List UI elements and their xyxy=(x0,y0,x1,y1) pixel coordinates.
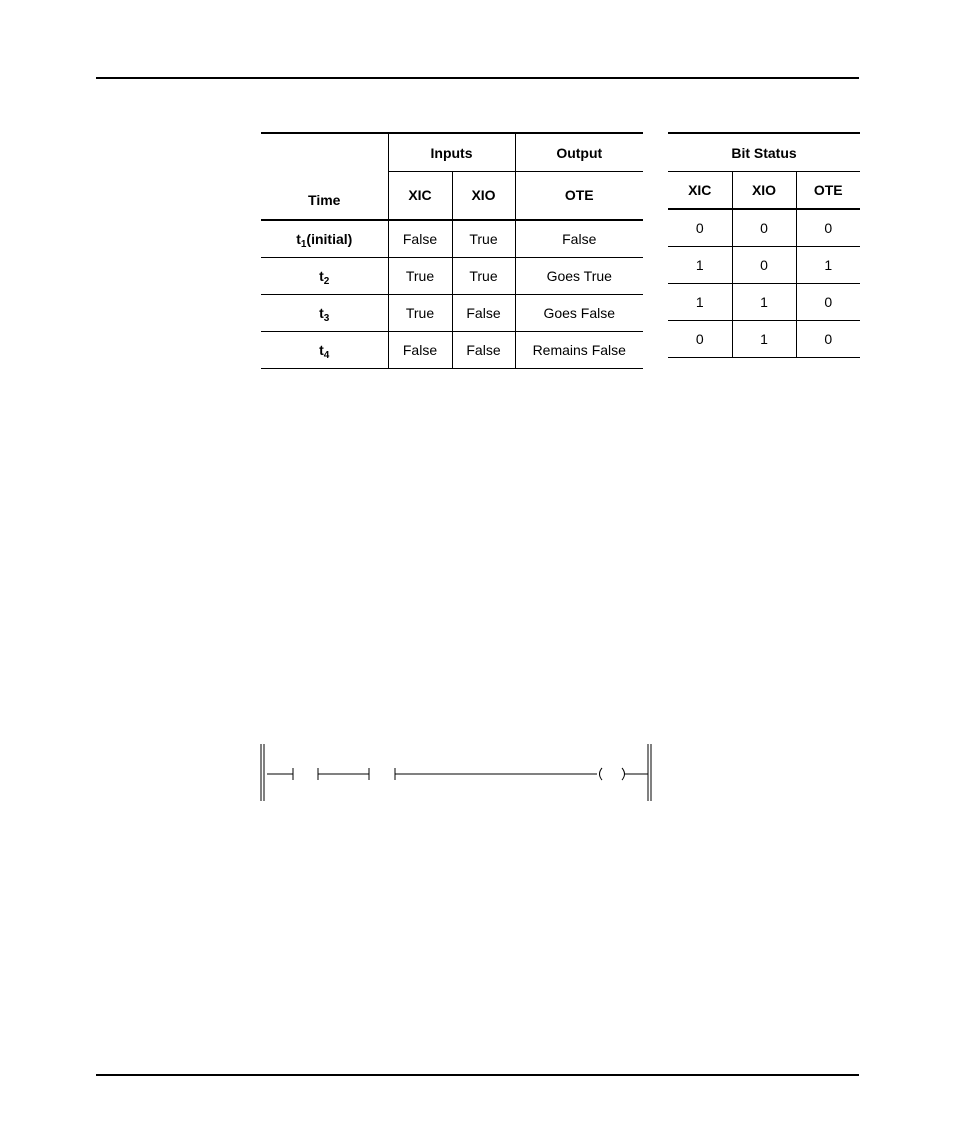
footer-rule xyxy=(96,1074,859,1076)
table-row xyxy=(668,321,860,358)
xic-bit-cell: 0 xyxy=(668,321,732,358)
xio-bit-cell: 1 xyxy=(732,284,796,321)
xio-bit-cell: 0 xyxy=(732,247,796,284)
header-rule xyxy=(96,77,859,79)
table-row xyxy=(668,247,860,284)
xic-status-header: XIC xyxy=(668,172,732,210)
ote-bit-cell: 0 xyxy=(796,284,860,321)
ote-cell: Goes True xyxy=(515,257,643,294)
time-cell: $t_1(initial)$ xyxy=(261,220,388,258)
xio-cell: True xyxy=(452,257,515,294)
xio-status-header: XIO xyxy=(732,172,796,210)
ote-cell: False xyxy=(515,220,643,258)
time-cell: $t_3$ xyxy=(261,294,388,331)
ote-status-header: OTE xyxy=(796,172,860,210)
ladder-rung-diagram xyxy=(258,740,658,804)
output-group-header: Output xyxy=(515,133,643,172)
table-row xyxy=(261,294,643,331)
xic-cell: True xyxy=(388,294,452,331)
xio-cell: True xyxy=(452,220,515,258)
xic-cell: False xyxy=(388,220,452,258)
xic-cell: False xyxy=(388,331,452,368)
xic-column-header: XIC xyxy=(388,172,452,220)
xic-bit-cell: 1 xyxy=(668,284,732,321)
ote-column-header: OTE xyxy=(515,172,643,220)
inputs-group-header: Inputs xyxy=(388,133,515,172)
ote-cell: Remains False xyxy=(515,331,643,368)
xio-bit-cell: 1 xyxy=(732,321,796,358)
ote-bit-cell: 1 xyxy=(796,247,860,284)
time-cell: $t_2$ xyxy=(261,257,388,294)
table-row xyxy=(261,220,643,258)
time-column-header: Time xyxy=(261,172,388,220)
left-rail xyxy=(261,744,264,801)
bit-status-table xyxy=(668,132,860,358)
xic-cell: True xyxy=(388,257,452,294)
instruction-timing-table xyxy=(261,132,643,369)
time-header-spacer xyxy=(261,133,388,172)
ote-bit-cell: 0 xyxy=(796,209,860,247)
right-rail xyxy=(648,744,651,801)
xic-bit-cell: 0 xyxy=(668,209,732,247)
time-cell: $t_4$ xyxy=(261,331,388,368)
xio-column-header: XIO xyxy=(452,172,515,220)
xio-contact-symbol xyxy=(369,768,395,780)
xio-cell: False xyxy=(452,331,515,368)
ote-bit-cell: 0 xyxy=(796,321,860,358)
bit-status-header: Bit Status xyxy=(668,133,860,172)
table-row xyxy=(261,257,643,294)
xio-cell: False xyxy=(452,294,515,331)
table-row xyxy=(668,209,860,247)
xic-contact-symbol xyxy=(293,768,318,780)
ote-coil-symbol xyxy=(600,768,625,780)
xio-bit-cell: 0 xyxy=(732,209,796,247)
table-row xyxy=(261,331,643,368)
ote-cell: Goes False xyxy=(515,294,643,331)
xic-bit-cell: 1 xyxy=(668,247,732,284)
table-row xyxy=(668,284,860,321)
